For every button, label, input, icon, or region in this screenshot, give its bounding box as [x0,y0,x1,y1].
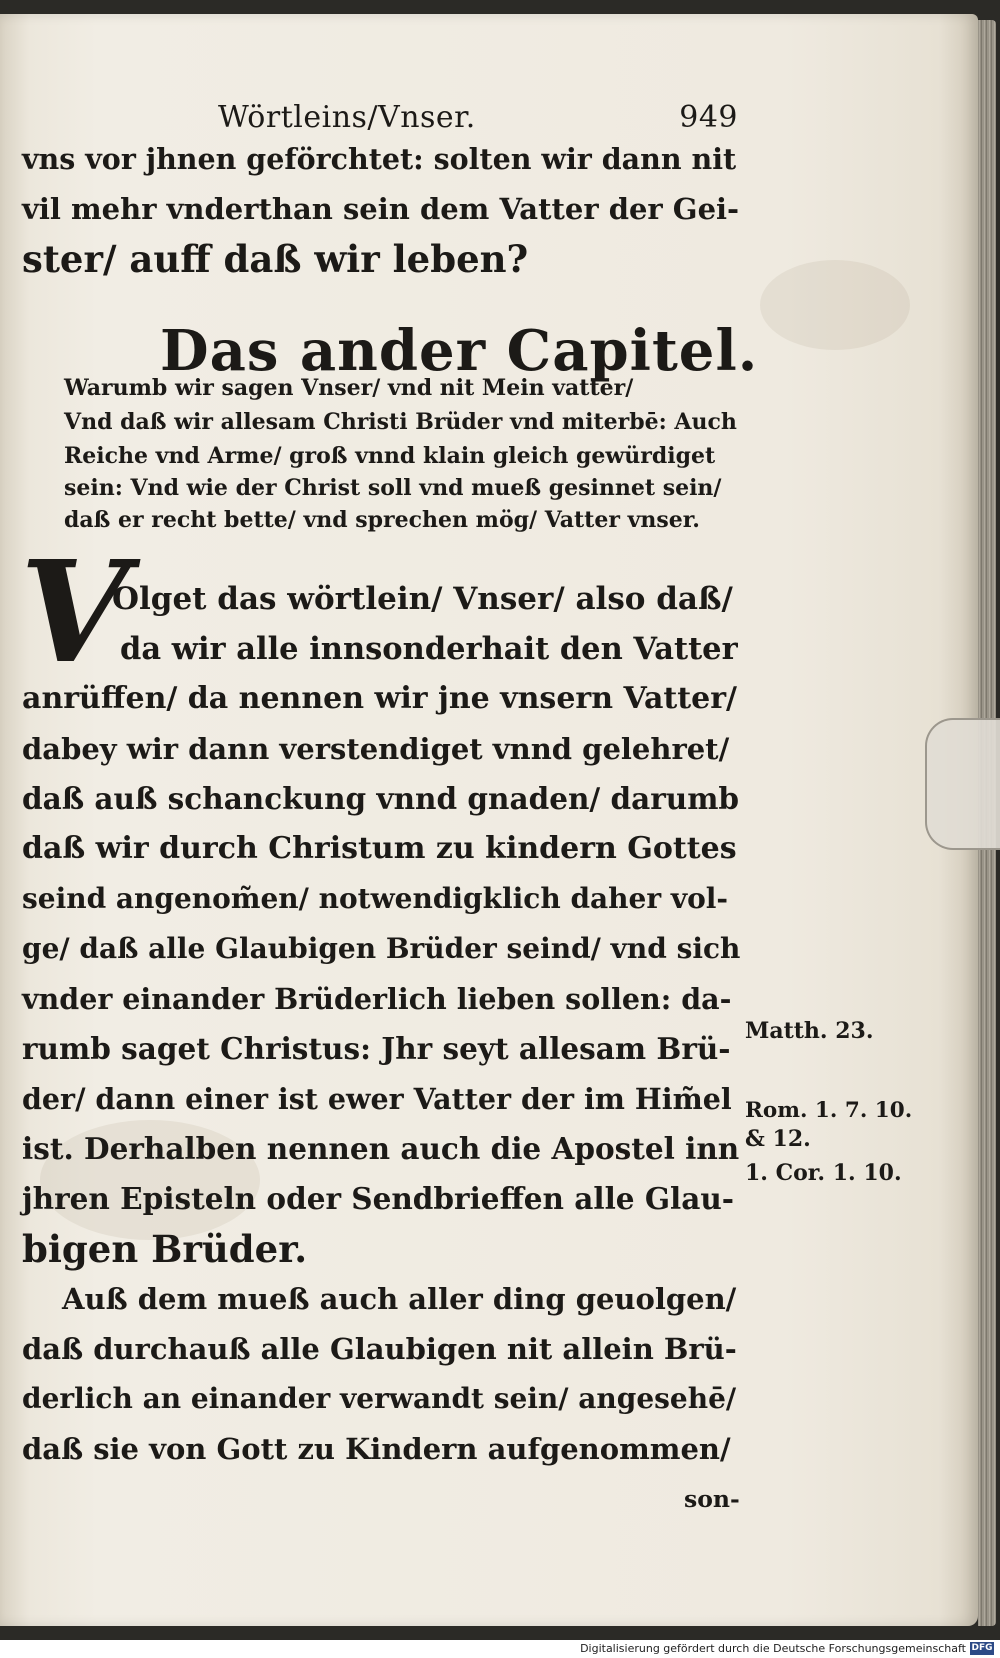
funding-notice: Digitalisierung gefördert durch die Deutsche Forschungsgemeinschaft [580,1642,966,1655]
text-line: derlich an einander verwandt sein/ angesehē/ [22,1382,737,1415]
text-line: da wir alle innsonderhait den Vatter [120,631,738,667]
text-line: seind angenom̃en/ notwendigklich daher vol- [22,882,729,915]
margin-note: Matth. 23. [745,1018,874,1044]
dfg-logo: DFG [971,1643,993,1653]
text-line: daß wir durch Christum zu kindern Gottes [22,831,737,866]
text-line: daß sie von Gott zu Kindern aufgenommen/ [22,1432,731,1466]
catchword: son- [684,1485,740,1513]
text-line: bigen Brüder. [22,1227,308,1271]
text-line: rumb saget Christus: Jhr seyt allesam Brü- [22,1031,731,1066]
text-line: ster/ auff daß wir leben? [22,237,529,281]
page-marker-clip [925,718,1000,850]
text-line: jhren Episteln oder Sendbrieffen alle Glau- [22,1181,735,1216]
text-line: ge/ daß alle Glaubigen Brüder seind/ vnd sich [22,932,741,965]
chapter-summary-line: Vnd daß wir allesam Christi Brüder vnd miterbē: Auch [64,409,737,435]
chapter-summary-line: Warumb wir sagen Vnser/ vnd nit Mein vatter/ [64,375,634,401]
chapter-summary-line: Reiche vnd Arme/ groß vnnd klain gleich gewürdiget [64,443,716,469]
text-line: dabey wir dann verstendiget vnnd gelehret/ [22,732,730,766]
text-line: daß auß schanckung vnnd gnaden/ darumb [22,781,740,816]
page-number: 949 [679,100,738,135]
text-line: Olget das wörtlein/ Vnser/ also daß/ [112,581,733,617]
margin-note: 1. Cor. 1. 10. [745,1160,902,1186]
text-line: vnder einander Brüderlich lieben sollen: da- [22,982,732,1016]
text-line: vil mehr vnderthan sein dem Vatter der Gei- [22,192,740,226]
decorated-initial: V [20,531,129,695]
margin-note: & 12. [745,1126,811,1152]
chapter-summary-line: daß er recht bette/ vnd sprechen mög/ Vatter vnser. [64,507,700,533]
text-line: Auß dem mueß auch aller ding geuolgen/ [62,1282,737,1316]
text-line: anrüffen/ da nennen wir jne vnsern Vatter/ [22,681,737,716]
margin-note: Rom. 1. 7. 10. [745,1098,913,1123]
running-head-title: Wörtleins/Vnser. [218,100,476,135]
chapter-title: Das ander Capitel. [160,318,759,384]
stain [760,260,910,350]
text-line: ist. Derhalben nennen auch die Apostel inn [22,1131,740,1166]
text-line: der/ dann einer ist ewer Vatter der im Him̃el [22,1082,732,1116]
text-line: vns vor jhnen geförchtet: solten wir dann nit [22,142,737,176]
chapter-summary-line: sein: Vnd wie der Christ soll vnd mueß gesinnet sein/ [64,475,722,501]
text-line: daß durchauß alle Glaubigen nit allein Brü- [22,1332,737,1366]
